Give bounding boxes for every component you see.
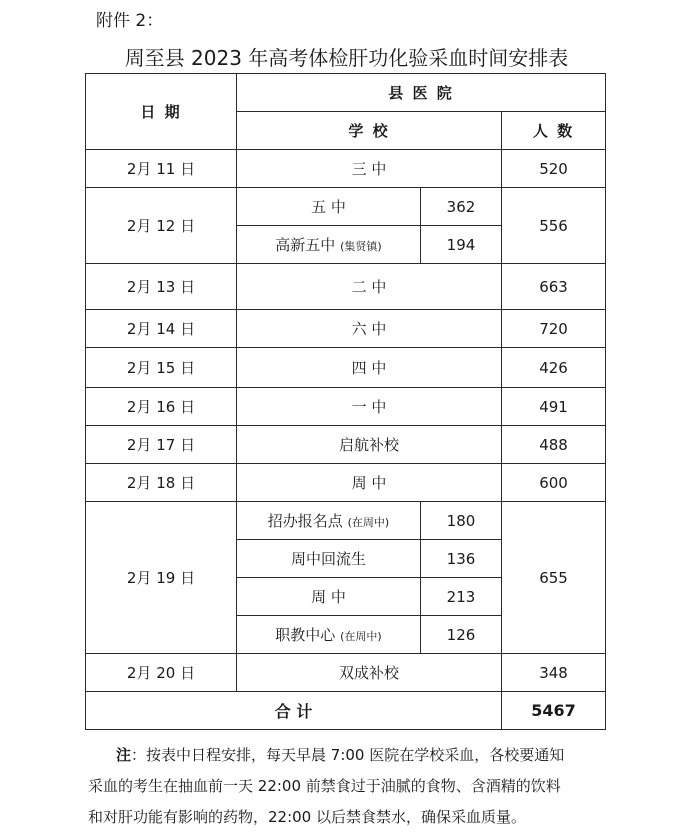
table-row [86,388,606,426]
table-row [86,464,606,502]
count-cell: 491 [502,388,606,426]
sub-school-note: (在周中) [340,630,382,643]
sub-count-cell: 180 [421,502,502,540]
sub-school-cell [237,540,421,578]
sub-school-note: (集贤镇) [340,240,382,253]
date-cell: 2月 12 日 [86,188,237,264]
footnote [88,740,608,833]
footnote-line-1 [88,740,608,771]
date-cell: 2月 16 日 [86,388,237,426]
count-cell: 426 [502,348,606,388]
sub-school-name: 招办报名点 [267,512,343,530]
sub-school-cell [237,226,421,264]
table-row [86,150,606,188]
total-value: 5467 [502,692,606,730]
count-cell: 488 [502,426,606,464]
date-cell: 2月 20 日 [86,654,237,692]
school-cell: 四 中 [237,348,502,388]
school-cell: 周 中 [237,464,502,502]
count-cell: 348 [502,654,606,692]
sub-school-name: 周 中 [311,588,346,606]
count-cell: 720 [502,310,606,348]
page-title: 周至县 2023 年高考体检肝功化验采血时间安排表 [124,46,569,70]
header-row-1 [86,74,606,112]
sub-school-name: 五 中 [311,198,346,216]
total-row [86,692,606,730]
sub-school-name: 职教中心 [275,626,336,644]
hospital-header: 县 医 院 [237,74,606,112]
sub-count-cell: 213 [421,578,502,616]
sub-school-cell [237,502,421,540]
footnote-line-2: 采血的考生在抽血前一天 22:00 前禁食过于油腻的食物、含酒精的饮料 [88,777,561,795]
table-row [86,348,606,388]
table-row [86,654,606,692]
footnote-label: 注 [116,746,132,764]
count-cell: 520 [502,150,606,188]
sub-count-cell: 126 [421,616,502,654]
table-row [86,502,606,540]
date-cell: 2月 15 日 [86,348,237,388]
school-cell: 六 中 [237,310,502,348]
sub-count-cell: 194 [421,226,502,264]
date-cell: 2月 14 日 [86,310,237,348]
count-cell: 655 [502,502,606,654]
sub-school-cell [237,578,421,616]
date-cell: 2月 11 日 [86,150,237,188]
count-cell: 600 [502,464,606,502]
table-row [86,188,606,226]
table-row [86,264,606,310]
date-cell: 2月 18 日 [86,464,237,502]
date-cell: 2月 13 日 [86,264,237,310]
date-cell: 2月 17 日 [86,426,237,464]
date-header: 日 期 [86,74,237,150]
school-cell: 双成补校 [237,654,502,692]
count-cell: 663 [502,264,606,310]
sub-school-note: (在周中) [347,516,390,529]
sub-school-name: 高新五中 [275,236,336,254]
sub-count-cell: 362 [421,188,502,226]
school-cell: 启航补校 [237,426,502,464]
sub-school-cell [237,188,421,226]
schedule-table [85,73,606,730]
total-label: 合 计 [86,692,502,730]
footnote-text-1: ：按表中日程安排，每天早晨 7:00 医院在学校采血，各校要通知 [131,746,565,764]
footnote-line-3: 和对肝功能有影响的药物，22:00 以后禁食禁水，确保采血质量。 [88,808,526,826]
count-cell: 556 [502,188,606,264]
table-row [86,426,606,464]
date-cell: 2月 19 日 [86,502,237,654]
school-cell: 二 中 [237,264,502,310]
school-cell: 一 中 [237,388,502,426]
count-header: 人 数 [502,112,606,150]
school-header: 学 校 [237,112,502,150]
attachment-label: 附件 2： [96,11,164,31]
school-cell: 三 中 [237,150,502,188]
sub-school-name: 周中回流生 [290,550,366,568]
table-row [86,310,606,348]
sub-school-cell [237,616,421,654]
sub-count-cell: 136 [421,540,502,578]
